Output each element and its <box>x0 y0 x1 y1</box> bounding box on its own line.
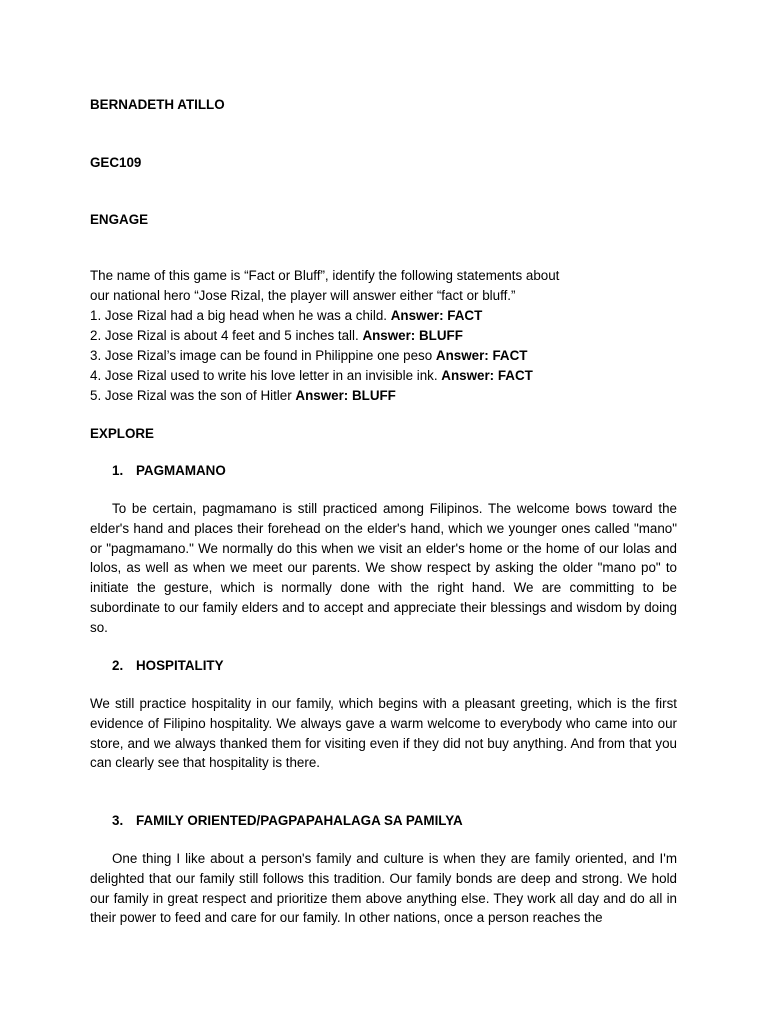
engage-item-text: 2. Jose Rizal is about 4 feet and 5 inches tall. <box>90 328 363 343</box>
engage-item-text: 5. Jose Rizal was the son of Hitler <box>90 388 296 403</box>
engage-item-text: 1. Jose Rizal had a big head when he was a child. <box>90 308 391 323</box>
engage-heading: ENGAGE <box>90 212 149 227</box>
section-number: 1. <box>112 463 124 478</box>
section-heading-family-oriented <box>112 811 463 831</box>
explore-heading: EXPLORE <box>90 426 154 441</box>
author-name: BERNADETH ATILLO <box>90 97 225 112</box>
section-title: PAGMAMANO <box>136 463 226 478</box>
section-number: 2. <box>112 658 124 673</box>
engage-item-answer: Answer: BLUFF <box>362 328 463 343</box>
engage-item-answer: Answer: BLUFF <box>295 388 396 403</box>
section-number: 3. <box>112 813 124 828</box>
section-body-family-oriented: One thing I like about a person's family and culture is when they are family oriented, and I'm delighted that our family still follows this tradition. Our family bonds are deep and strong. We hold our family in great respect and prioritize them above anything else. They work all day and do all in their power to feed and care for our family. In other nations, once a person reaches the <box>90 851 677 926</box>
engage-item-text: 4. Jose Rizal used to write his love letter in an invisible ink. <box>90 368 442 383</box>
section-heading-pagmamano <box>112 461 226 481</box>
engage-item-answer: Answer: FACT <box>390 308 483 323</box>
engage-item-text: 3. Jose Rizal’s image can be found in Philippine one peso <box>90 348 436 363</box>
section-title: FAMILY ORIENTED/PAGPAPAHALAGA SA PAMILYA <box>136 813 463 828</box>
engage-item-3 <box>90 346 527 366</box>
engage-intro-line-1: The name of this game is “Fact or Bluff”, identify the following statements about <box>90 268 560 283</box>
course-code: GEC109 <box>90 155 142 170</box>
section-body-hospitality: We still practice hospitality in our family, which begins with a pleasant greeting, which is the first evidence of Filipino hospitality. We always gave a warm welcome to everybody who came into our store, and we always thanked them for visiting even if they did not buy anything. And from that you can clearly see that hospitality is there. <box>90 696 677 771</box>
engage-item-answer: Answer: FACT <box>435 348 528 363</box>
engage-item-2 <box>90 326 463 346</box>
engage-item-1 <box>90 306 482 326</box>
engage-intro-line-2: our national hero “Jose Rizal, the player will answer either “fact or bluff.” <box>90 288 516 303</box>
engage-item-4 <box>90 366 533 386</box>
engage-item-answer: Answer: FACT <box>441 368 533 383</box>
section-heading-hospitality <box>112 656 224 676</box>
section-body-pagmamano: To be certain, pagmamano is still practiced among Filipinos. The welcome bows toward the elder's hand and places their forehead on the elder's hand, which we younger ones called "mano" or "pagmamano." We normally do this when we visit an elder's home or the home of our lolas and lolos, as well as when we meet our parents. We show respect by asking the older "mano po" to initiate the gesture, which is normally done with the right hand. We are committing to be subordinate to our family elders and to accept and appreciate their blessings and wisdom by doing so. <box>90 501 677 635</box>
engage-item-5 <box>90 386 396 406</box>
section-title: HOSPITALITY <box>136 658 224 673</box>
